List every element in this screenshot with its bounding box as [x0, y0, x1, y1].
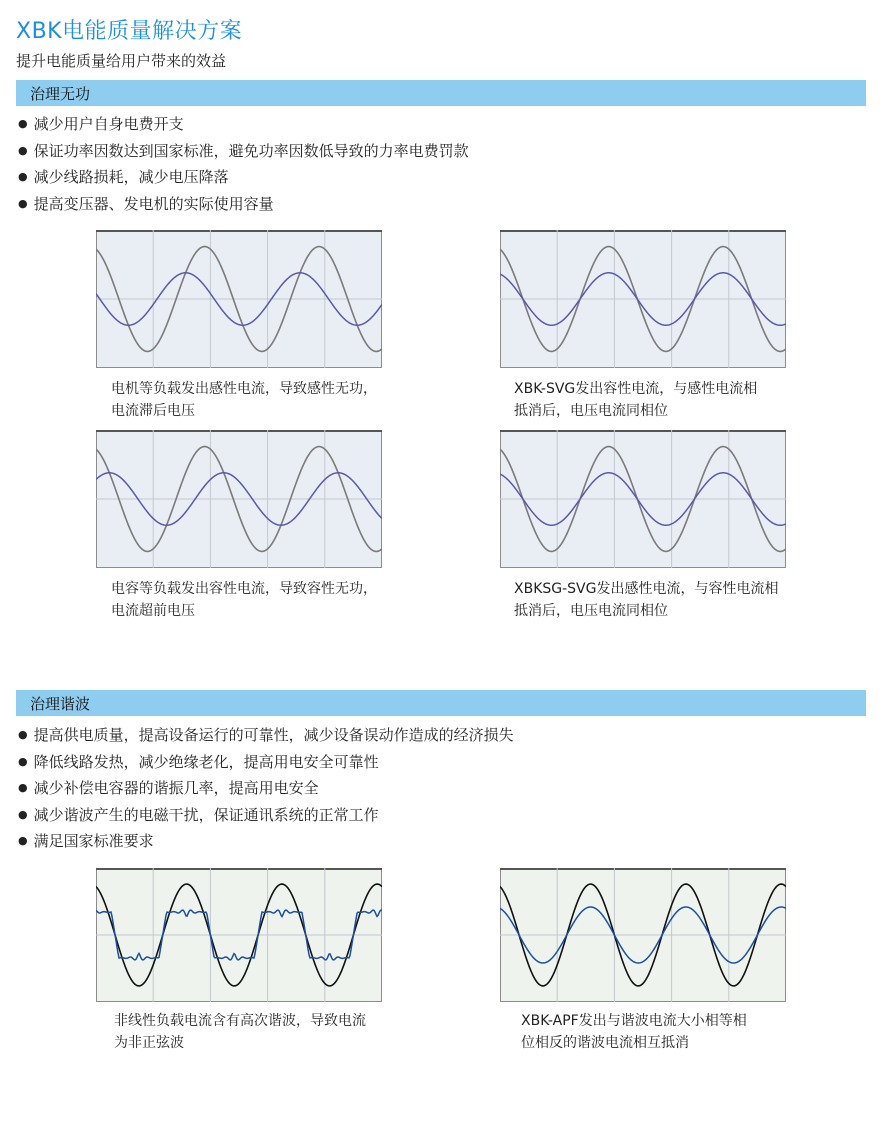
waveform-nonlinear-load — [96, 868, 382, 1002]
figure-caption: XBK-SVG发出容性电流，与感性电流相 抵消后，电压电流同相位 — [514, 381, 758, 419]
reactive-benefits-list — [18, 112, 469, 218]
waveform-capacitive-load — [96, 430, 382, 568]
page-title: XBK电能质量解决方案 — [16, 19, 243, 44]
list-item: ● 提高变压器、发电机的实际使用容量 — [18, 192, 469, 219]
list-item: ● 降低线路发热，减少绝缘老化，提高用电安全可靠性 — [18, 750, 514, 777]
figure-caption: 电容等负载发出容性电流，导致容性无功， 电流超前电压 — [111, 581, 377, 619]
waveform-apf-compensated — [500, 868, 786, 1002]
section-title: 治理无功 — [30, 85, 91, 103]
section-header-reactive — [16, 80, 866, 106]
section-title: 治理谐波 — [30, 695, 91, 713]
page-subtitle: 提升电能质量给用户带来的效益 — [16, 52, 227, 70]
figure-caption: XBK-APF发出与谐波电流大小相等相 位相反的谐波电流相互抵消 — [521, 1013, 747, 1051]
list-item: ● 减少补偿电容器的谐振几率，提高用电安全 — [18, 776, 514, 803]
waveform-svg-inductive-compensated — [500, 430, 786, 568]
list-item: ● 满足国家标准要求 — [18, 829, 514, 856]
waveform-svg-compensated — [500, 230, 786, 368]
waveform-inductive-load — [96, 230, 382, 368]
section-header-harmonic — [16, 690, 866, 716]
list-item: ● 保证功率因数达到国家标准，避免功率因数低导致的力率电费罚款 — [18, 139, 469, 166]
figure-caption: 非线性负载电流含有高次谐波，导致电流 为非正弦波 — [114, 1013, 366, 1051]
figure-caption: XBKSG-SVG发出感性电流，与容性电流相 抵消后，电压电流同相位 — [514, 581, 779, 619]
list-item: ● 提高供电质量，提高设备运行的可靠性，减少设备误动作造成的经济损失 — [18, 723, 514, 750]
list-item: ● 减少线路损耗，减少电压降落 — [18, 165, 469, 192]
list-item: ● 减少用户自身电费开支 — [18, 112, 469, 139]
figure-caption: 电机等负载发出感性电流，导致感性无功， 电流滞后电压 — [111, 381, 377, 419]
list-item: ● 减少谐波产生的电磁干扰，保证通讯系统的正常工作 — [18, 803, 514, 830]
harmonic-benefits-list — [18, 723, 514, 856]
